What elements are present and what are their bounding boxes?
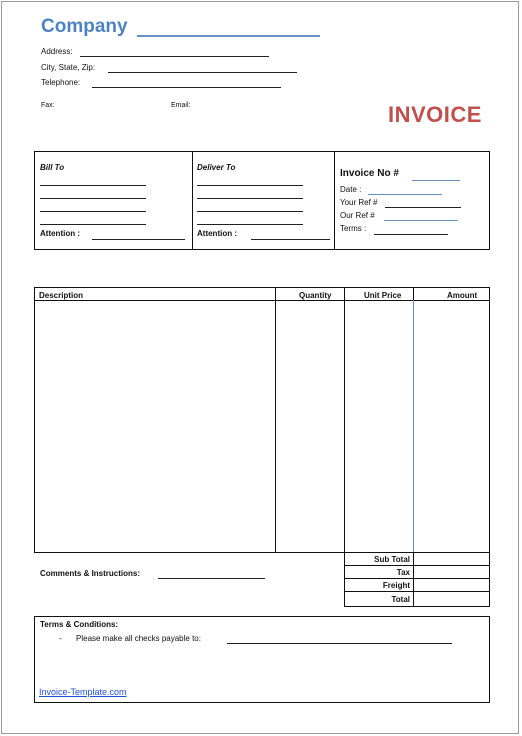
city-state-zip-field[interactable] xyxy=(108,72,297,73)
bill-to-line-1[interactable] xyxy=(40,185,146,186)
bill-to-line-2[interactable] xyxy=(40,198,146,199)
deliver-to-line-1[interactable] xyxy=(197,185,303,186)
column-header-description: Description xyxy=(39,291,84,300)
deliver-to-attention-field[interactable] xyxy=(251,239,330,240)
deliver-to-label: Deliver To xyxy=(197,163,236,172)
subtotal-label: Sub Total xyxy=(374,555,410,564)
date-field[interactable] xyxy=(368,194,442,195)
bill-to-line-4[interactable] xyxy=(40,224,146,225)
deliver-to-line-3[interactable] xyxy=(197,211,303,212)
comments-field[interactable] xyxy=(158,578,265,579)
website-link[interactable]: Invoice-Template.com xyxy=(39,687,127,697)
your-ref-label: Your Ref # xyxy=(340,198,378,207)
our-ref-label: Our Ref # xyxy=(340,211,375,220)
totals-box xyxy=(344,552,490,607)
bill-to-label: Bill To xyxy=(40,163,65,172)
items-table xyxy=(34,287,490,553)
column-header-unit-price: Unit Price xyxy=(364,291,402,300)
terms-conditions-title: Terms & Conditions: xyxy=(40,620,119,629)
subtotal-row xyxy=(345,553,490,566)
telephone-label: Telephone: xyxy=(41,78,81,87)
city-state-zip-label: City, State, Zip: xyxy=(41,63,96,72)
address-field[interactable] xyxy=(80,56,269,57)
deliver-to-line-4[interactable] xyxy=(197,224,303,225)
deliver-to-line-2[interactable] xyxy=(197,198,303,199)
telephone-field[interactable] xyxy=(92,87,281,88)
parties-divider-2 xyxy=(334,152,335,249)
email-label: Email: xyxy=(171,102,191,109)
tax-label: Tax xyxy=(396,568,410,577)
invoice-sheet xyxy=(1,1,519,734)
company-name: Company xyxy=(41,16,128,37)
freight-row xyxy=(345,579,490,592)
deliver-to-attention-label: Attention : xyxy=(197,229,237,238)
parties-box xyxy=(34,151,490,250)
parties-divider-1 xyxy=(192,152,193,249)
column-header-quantity: Quantity xyxy=(299,291,332,300)
column-divider-amount xyxy=(413,288,414,300)
comments-label: Comments & Instructions: xyxy=(40,569,141,578)
address-label: Address: xyxy=(41,47,73,56)
terms-label: Terms : xyxy=(340,224,367,233)
company-name-line xyxy=(137,35,320,37)
bill-to-attention-label: Attention : xyxy=(40,229,80,238)
terms-bullet: - xyxy=(59,634,62,643)
invoice-title: INVOICE xyxy=(388,102,482,127)
your-ref-field[interactable] xyxy=(385,207,461,208)
items-table-body[interactable] xyxy=(35,301,489,552)
freight-label: Freight xyxy=(382,581,410,590)
bill-to-line-3[interactable] xyxy=(40,211,146,212)
date-label: Date : xyxy=(340,185,362,194)
total-label: Total xyxy=(391,595,410,604)
payable-to-label: Please make all checks payable to: xyxy=(76,634,201,643)
tax-row xyxy=(345,566,490,579)
items-table-header-row xyxy=(35,288,489,301)
terms-field[interactable] xyxy=(374,234,448,235)
column-header-amount: Amount xyxy=(447,291,478,300)
bill-to-attention-field[interactable] xyxy=(92,239,185,240)
invoice-number-field[interactable] xyxy=(412,180,460,181)
fax-label: Fax: xyxy=(41,102,55,109)
payable-to-field[interactable] xyxy=(227,643,452,644)
our-ref-field[interactable] xyxy=(384,220,458,221)
total-row xyxy=(345,593,490,606)
invoice-number-label: Invoice No # xyxy=(340,168,399,179)
